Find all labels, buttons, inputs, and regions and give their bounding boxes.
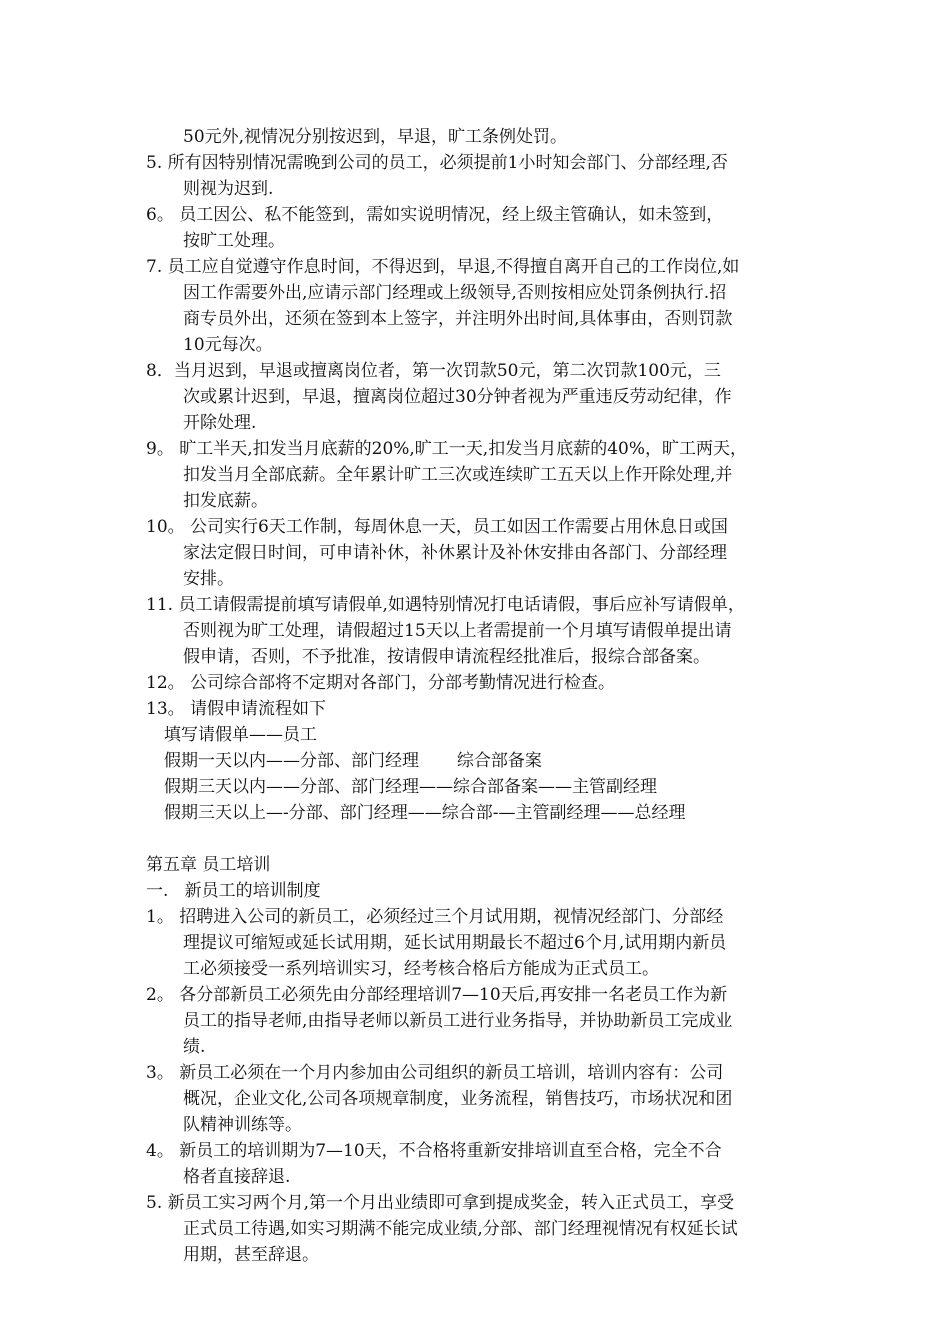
text-line: 7. 员工应自觉遵守作息时间，不得迟到，早退,不得擅自离开自己的工作岗位,如: [146, 257, 740, 277]
text-line: 格者直接辞退.: [183, 1167, 291, 1187]
text-line: 扣发底薪。: [183, 491, 268, 511]
text-line: 13。 请假申请流程如下: [146, 699, 327, 719]
text-line: 6。 员工因公、私不能签到，需如实说明情况，经上级主管确认，如未签到，: [146, 205, 724, 225]
text-line: 11. 员工请假需提前填写请假单,如遇特别情况打电话请假，事后应补写请假单，: [146, 595, 745, 615]
text-line: 次或累计迟到，早退，擅离岗位超过30分钟者视为严重违反劳动纪律，作: [183, 387, 732, 407]
text-line: 假期一天以内——分部、部门经理 综合部备案: [164, 751, 542, 771]
text-line: 用期，甚至辞退。: [183, 1245, 319, 1265]
text-line: 否则视为旷工处理，请假超过15天以上者需提前一个月填写请假单提出请: [183, 621, 732, 641]
text-line: 正式员工待遇,如实习期满不能完成业绩,分部、部门经理视情况有权延长试: [183, 1219, 738, 1239]
text-line: 概况，企业文化,公司各项规章制度，业务流程，销售技巧，市场状况和团: [183, 1089, 733, 1109]
text-line: 理提议可缩短或延长试用期，延长试用期最长不超过6个月,试用期内新员: [183, 933, 727, 953]
text-line: 4。 新员工的培训期为7—10天，不合格将重新安排培训直至合格，完全不合: [146, 1141, 722, 1161]
text-line: 10元每次。: [183, 335, 273, 355]
text-line: 因工作需要外出,应请示部门经理或上级领导,否则按相应处罚条例执行.招: [183, 283, 727, 303]
text-line: 假期三天以上—-分部、部门经理——综合部-—主管副经理——总经理: [164, 803, 686, 823]
section-heading: 一. 新员工的培训制度: [146, 881, 321, 901]
text-line: 员工的指导老师,由指导老师以新员工进行业务指导，并协助新员工完成业: [183, 1011, 733, 1031]
text-line: 商专员外出，还须在签到本上签字，并注明外出时间,具体事由，否则罚款: [183, 309, 733, 329]
text-line: 按旷工处理。: [183, 231, 285, 251]
text-line: 填写请假单——员工: [164, 725, 317, 745]
text-line: 安排。: [183, 569, 234, 589]
text-line: 工必须接受一系列培训实习，经考核合格后方能成为正式员工。: [183, 959, 659, 979]
text-line: 开除处理.: [183, 413, 257, 433]
text-line: 8．当月迟到，早退或擅离岗位者，第一次罚款50元，第二次罚款100元，三: [146, 361, 721, 381]
chapter-heading: 第五章 员工培训: [146, 855, 271, 875]
text-line: 1。 招聘进入公司的新员工，必须经过三个月试用期，视情况经部门、分部经: [146, 907, 724, 927]
text-line: 则视为迟到.: [183, 179, 274, 199]
text-line: 队精神训练等。: [183, 1115, 302, 1135]
text-line: 假申请，否则，不予批准，按请假申请流程经批准后，报综合部备案。: [183, 647, 710, 667]
text-line: 家法定假日时间，可申请补休，补休累计及补休安排由各部门、分部经理: [183, 543, 727, 563]
text-line: 绩.: [183, 1037, 206, 1057]
text-line: 50元外,视情况分别按迟到，早退，旷工条例处罚。: [183, 127, 568, 147]
text-line: 3。 新员工必须在一个月内参加由公司组织的新员工培训，培训内容有：公司: [146, 1063, 724, 1083]
text-line: 假期三天以内——分部、部门经理——综合部备案——主管副经理: [164, 777, 657, 797]
text-line: 5. 所有因特别情况需晚到公司的员工，必须提前1小时知会部门、分部经理,否: [146, 153, 728, 173]
text-line: 10。 公司实行6天工作制，每周休息一天，员工如因工作需要占用休息日或国: [146, 517, 728, 537]
text-line: 2。 各分部新员工必须先由分部经理培训7—10天后,再安排一名老员工作为新: [146, 985, 728, 1005]
text-line: 5. 新员工实习两个月,第一个月出业绩即可拿到提成奖金，转入正式员工，享受: [146, 1193, 735, 1213]
text-line: 12。 公司综合部将不定期对各部门，分部考勤情况进行检查。: [146, 673, 616, 693]
text-line: 扣发当月全部底薪。全年累计旷工三次或连续旷工五天以上作开除处理,并: [183, 465, 733, 485]
text-line: 9。 旷工半天,扣发当月底薪的20%,旷工一天,扣发当月底薪的40%，旷工两天，: [146, 439, 748, 459]
